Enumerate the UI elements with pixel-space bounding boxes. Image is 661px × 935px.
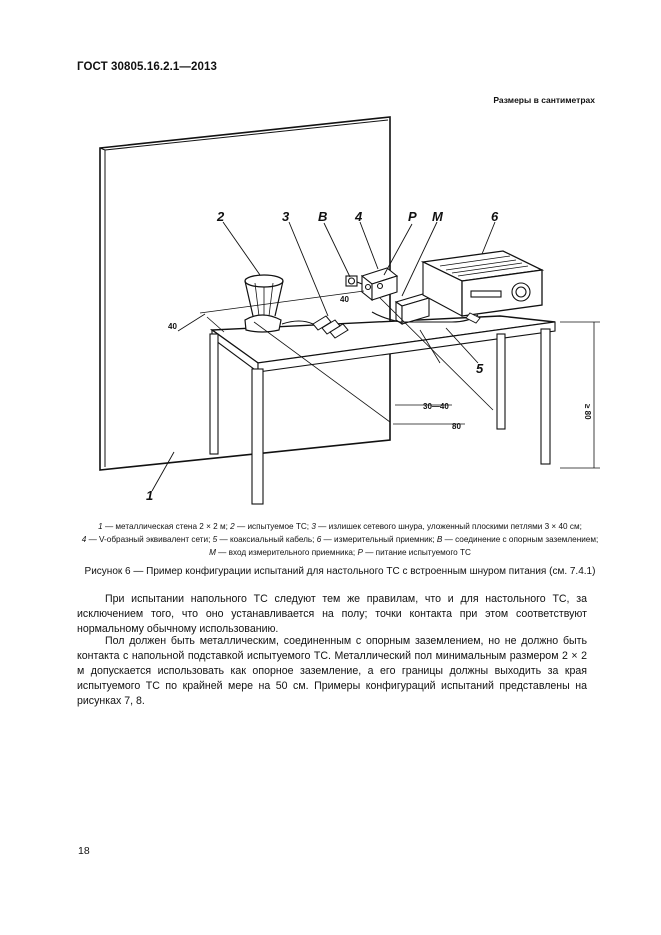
legend-item: 2 — испытуемое ТС; [230,522,312,531]
label-input: M [432,209,443,224]
dim-30-40: 30—40 [423,402,449,411]
eut-device [245,275,283,332]
label-eut: 2 [217,209,225,224]
dim-40-left: 40 [168,322,177,331]
legend-item: 4 — V-образный эквивалент сети; [81,535,213,544]
figure-caption: Рисунок 6 — Пример конфигурации испытаний для настольного ТС с встроенным шнуром питания (см. 7.4.1) [84,566,596,577]
legend-item: 1 — металлическая стена 2 × 2 м; [98,522,231,531]
measuring-receiver [423,251,542,316]
dim-80-depth: 80 [452,422,461,431]
units-note: Размеры в сантиметрах [493,95,595,105]
label-ground: B [318,209,328,224]
label-receiver: 6 [491,209,499,224]
figure-legend [80,520,600,559]
label-coax: 5 [476,361,484,376]
label-cord: 3 [282,209,290,224]
legend-item: 6 — измерительный приемник; [316,535,437,544]
dim-80-height: ≥ 80 [583,404,592,420]
legend-item: P — питание испытуемого ТС [357,548,471,557]
label-wall: 1 [146,488,154,503]
label-power: P [408,209,417,224]
legend-item: M — вход измерительного приемника; [209,548,358,557]
legend-item: 5 — коаксиальный кабель; [212,535,317,544]
document-header: ГОСТ 30805.16.2.1—2013 [77,61,217,73]
body-paragraph: При испытании напольного ТС следуют тем же правилам, что и для настольного ТС, за исключением того, что оно устанавливается на полу; точки контакта при этом соответствуют нормальному обычному использованию. [77,593,587,635]
label-v-network: 4 [355,209,363,224]
legend-item: 3 — излишек сетевого шнура, уложенный плоскими петлями 3 × 40 см; [311,522,582,531]
legend-item: B — соединение с опорным заземлением; [436,535,599,544]
body-paragraph: Пол должен быть металлическим, соединенным с опорным заземлением, но не должно быть контакта с напольной подставкой испытуемого ТС. Металлический пол минимальным размером 2 × 2 м допускается использовать как опорное заземление, а его границы должны выходить за края испытуемого ТС по крайней мере на 50 см. Примеры конфигураций испытаний представлены на рисунках 7, 8. [77,635,587,707]
page-number: 18 [78,845,90,857]
dim-40-loop: 40 [340,295,349,304]
